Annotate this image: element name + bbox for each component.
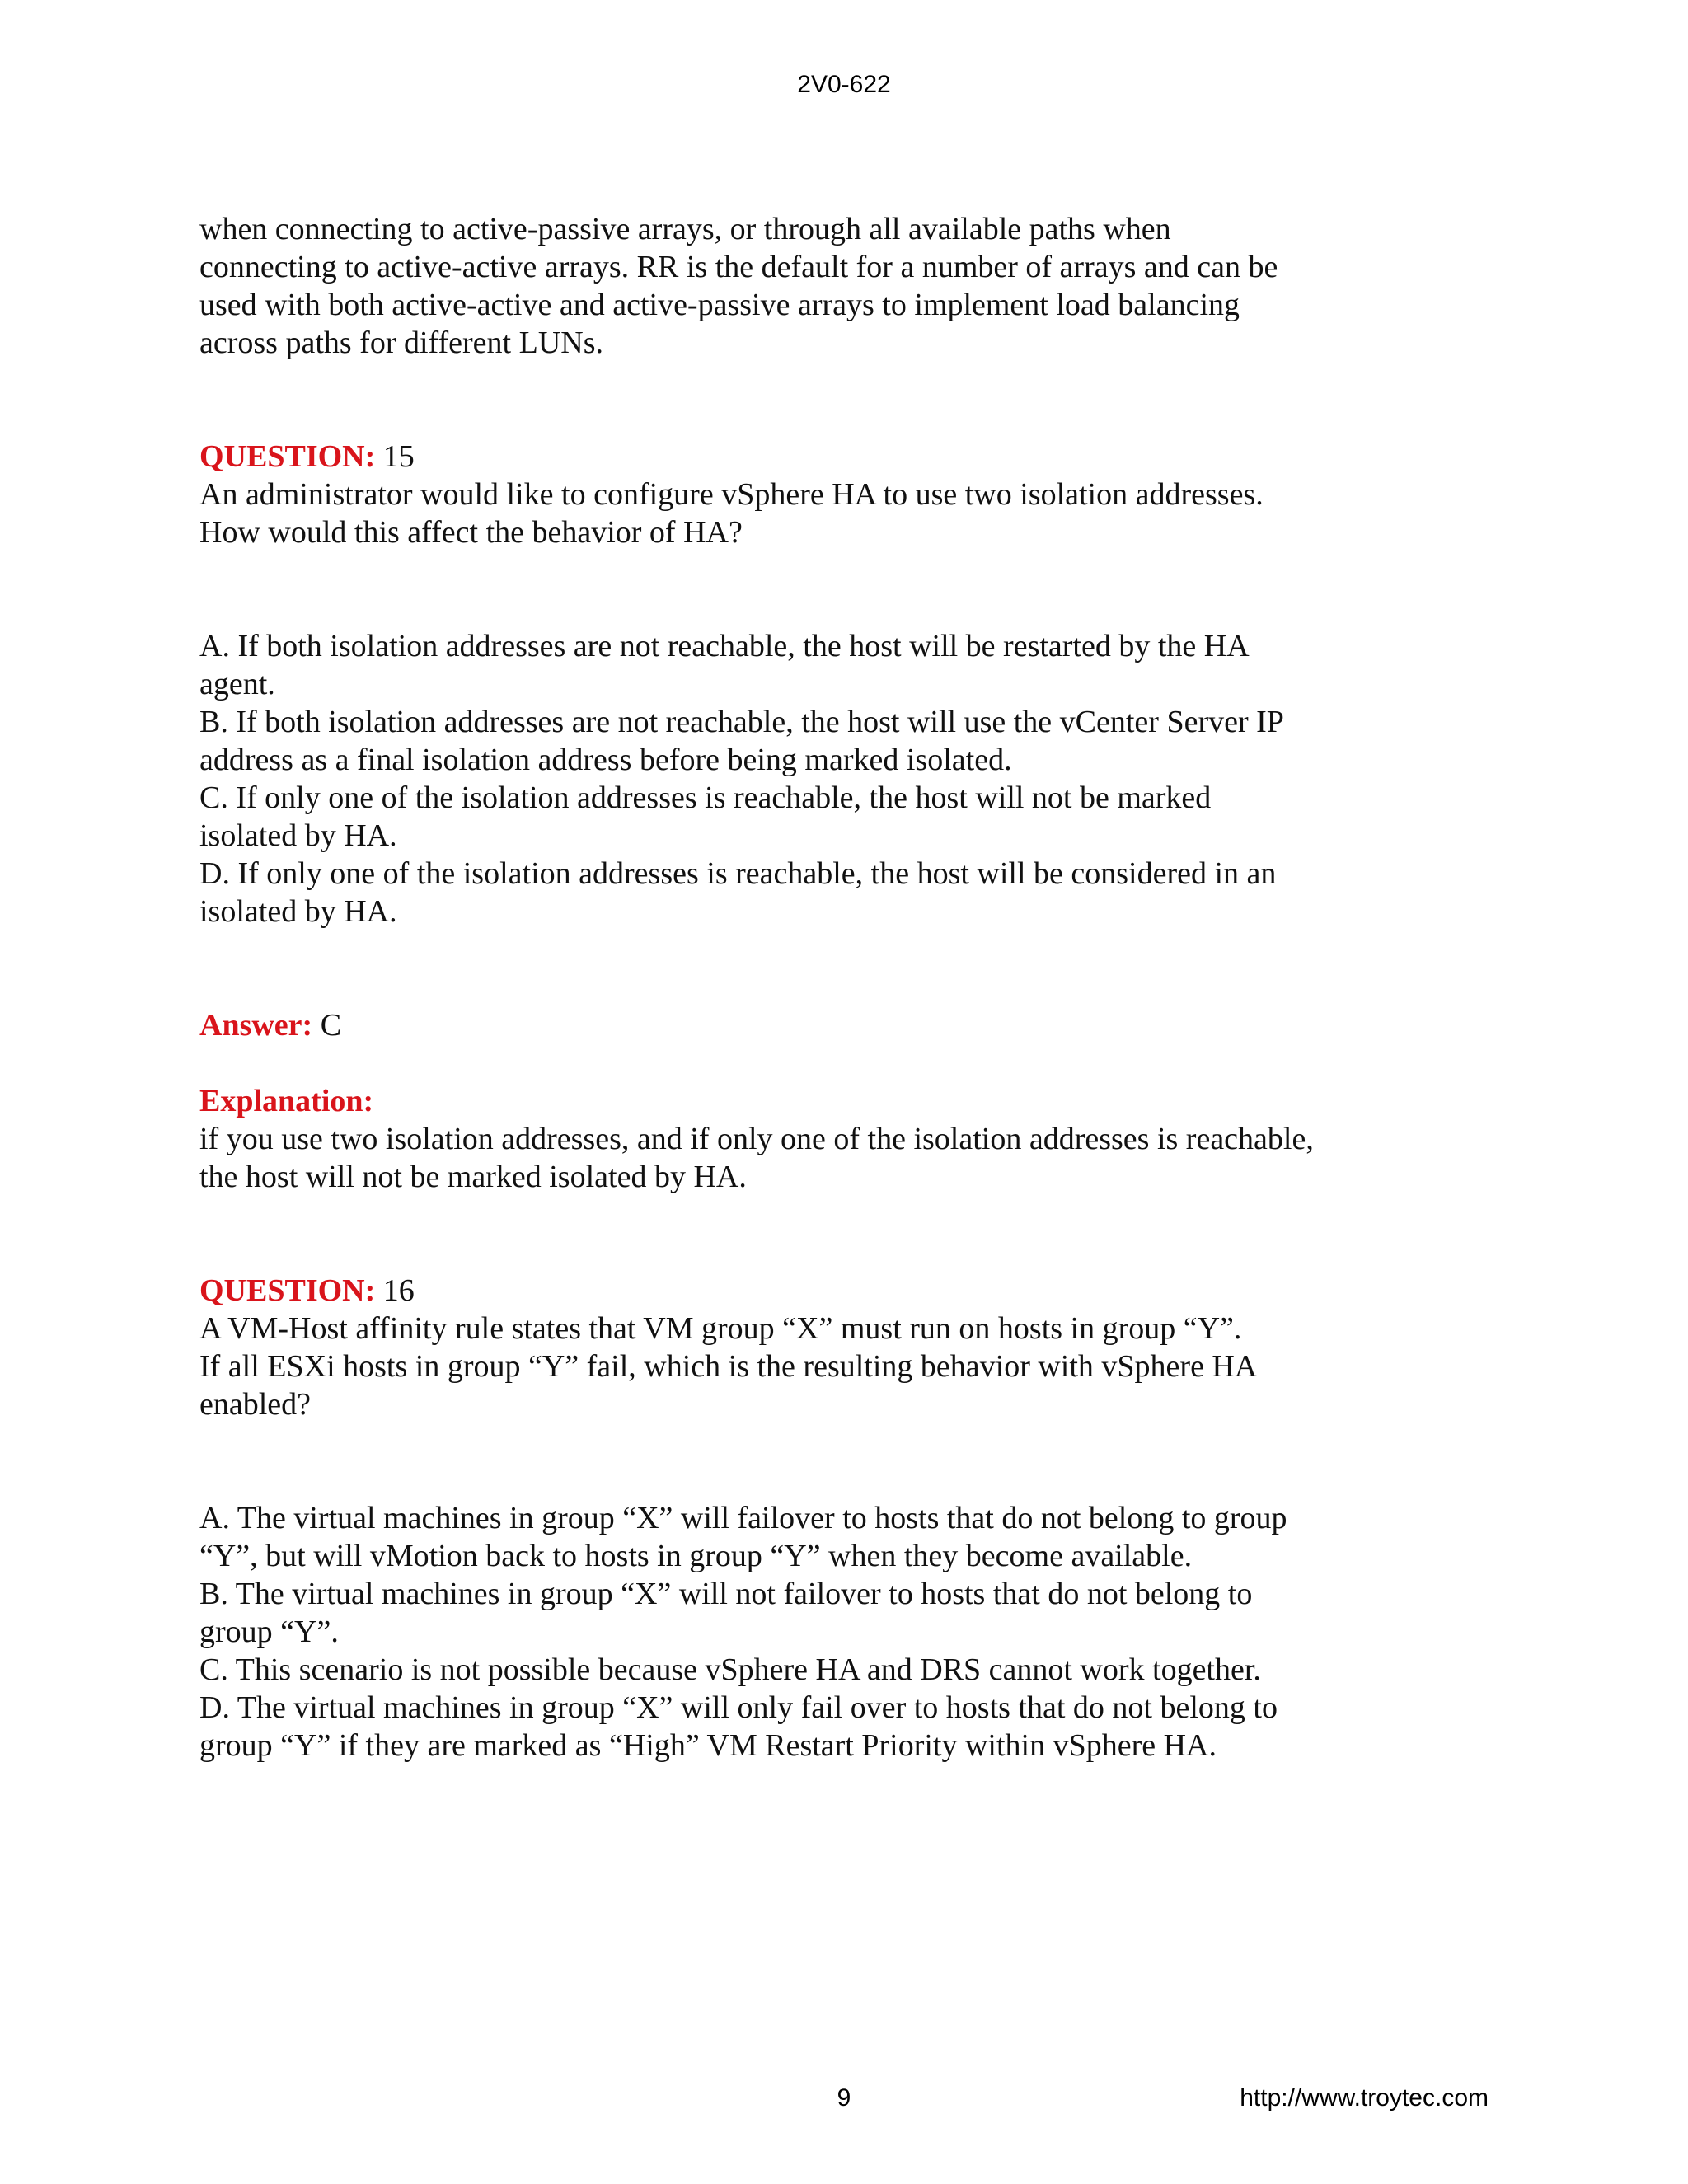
option-line: B. If both isolation addresses are not reachable, the host will use the vCenter Server IP (199, 705, 1284, 739)
option-line: C. If only one of the isolation addresses is reachable, the host will not be marked (199, 780, 1212, 815)
explanation-label: Explanation: (199, 1084, 374, 1118)
document-body (199, 210, 1436, 1765)
page-number: 9 (837, 2084, 851, 2111)
question-number: 16 (375, 1273, 415, 1308)
option-line: D. If only one of the isolation addresses is reachable, the host will be considered in an (199, 856, 1277, 891)
answer-label: Answer: (199, 1008, 313, 1043)
question-label: QUESTION: (199, 1273, 376, 1308)
answer-line (199, 1006, 1436, 1044)
question-heading (199, 1272, 1436, 1310)
option-line: isolated by HA. (199, 894, 397, 929)
intro-line: connecting to active-active arrays. RR is the default for a number of arrays and can be (199, 250, 1278, 284)
intro-paragraph (199, 210, 1436, 362)
question-heading (199, 438, 1436, 476)
option-line: group “Y” if they are marked as “High” VM Restart Priority within vSphere HA. (199, 1728, 1217, 1763)
explanation-line: the host will not be marked isolated by HA. (199, 1160, 747, 1194)
option-line: A. If both isolation addresses are not reachable, the host will be restarted by the HA (199, 629, 1250, 663)
intro-line: when connecting to active-passive arrays, or through all available paths when (199, 212, 1171, 246)
question-text-line: enabled? (199, 1387, 312, 1422)
question-text-line: An administrator would like to configure vSphere HA to use two isolation addresses. (199, 477, 1264, 512)
option-line: isolated by HA. (199, 818, 397, 853)
explanation-heading (199, 1082, 1436, 1120)
explanation-line: if you use two isolation addresses, and if only one of the isolation addresses is reachable, (199, 1122, 1314, 1156)
option-line: address as a final isolation address before being marked isolated. (199, 743, 1012, 777)
option-line: group “Y”. (199, 1615, 339, 1649)
answer-value: C (312, 1008, 342, 1043)
intro-line: used with both active-active and active-passive arrays to implement load balancing (199, 288, 1240, 322)
question-16 (199, 1272, 1436, 1765)
question-label: QUESTION: (199, 439, 376, 474)
option-line: “Y”, but will vMotion back to hosts in group “Y” when they become available. (199, 1539, 1193, 1573)
footer-url: http://www.troytec.com (1240, 2084, 1489, 2111)
option-line: A. The virtual machines in group “X” will failover to hosts that do not belong to group (199, 1501, 1287, 1535)
option-line: agent. (199, 667, 275, 701)
question-number: 15 (375, 439, 415, 474)
option-line: D. The virtual machines in group “X” will only fail over to hosts that do not belong to (199, 1690, 1278, 1725)
option-line: B. The virtual machines in group “X” will not failover to hosts that do not belong to (199, 1577, 1253, 1611)
option-line: C. This scenario is not possible because vSphere HA and DRS cannot work together. (199, 1652, 1261, 1687)
question-15 (199, 438, 1436, 1196)
question-text-line: How would this affect the behavior of HA? (199, 515, 743, 550)
page-header-title: 2V0-622 (797, 71, 891, 98)
question-text-line: If all ESXi hosts in group “Y” fail, which is the resulting behavior with vSphere HA (199, 1349, 1258, 1384)
question-text-line: A VM-Host affinity rule states that VM group “X” must run on hosts in group “Y”. (199, 1311, 1242, 1346)
intro-line: across paths for different LUNs. (199, 326, 603, 360)
